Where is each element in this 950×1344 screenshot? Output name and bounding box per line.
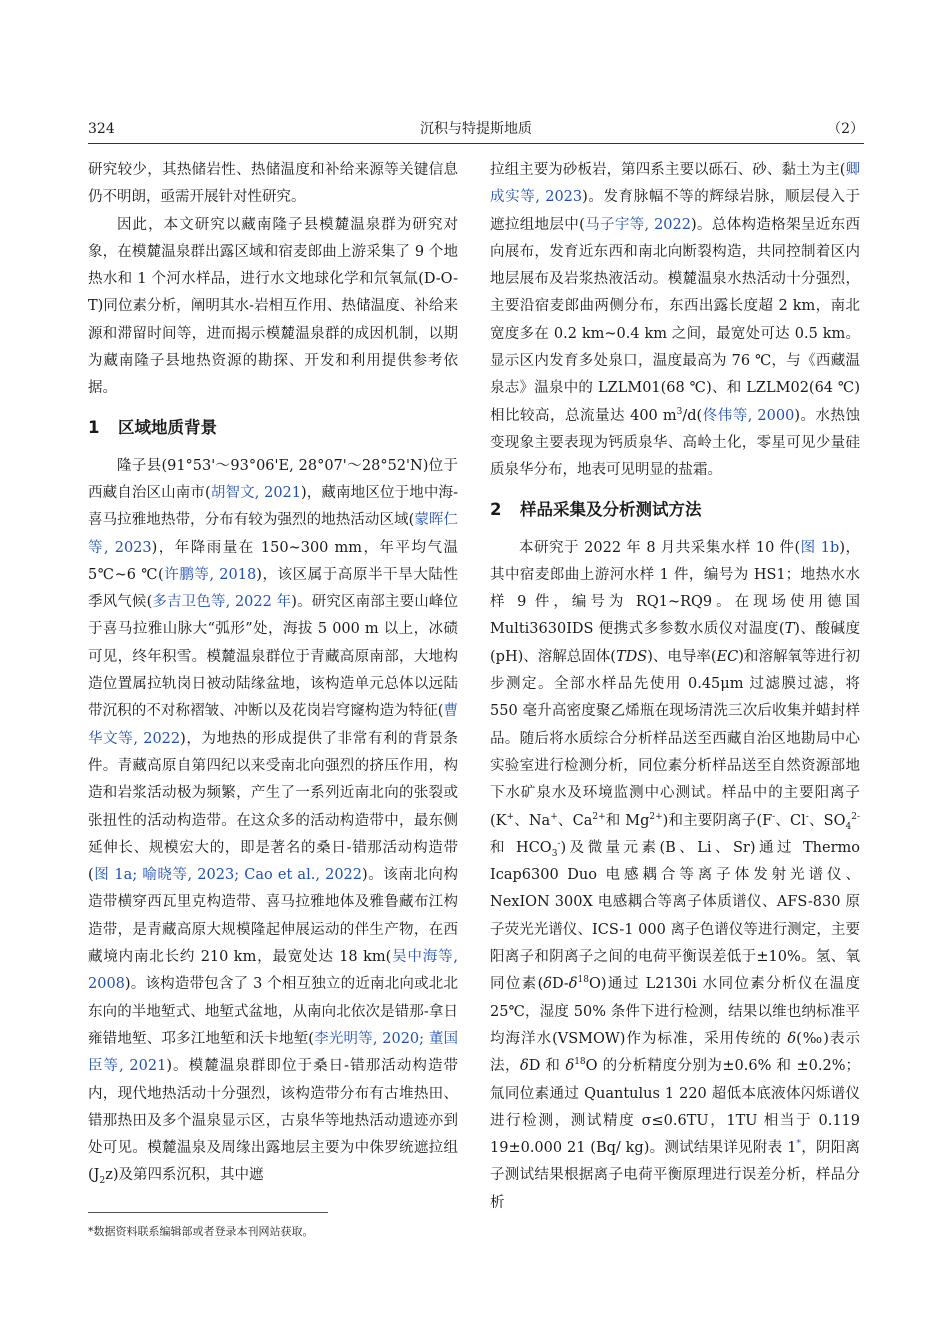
citation-link[interactable]: 李光明等, 2020: [313, 1030, 420, 1047]
section-number: 1: [88, 417, 100, 437]
paragraph: 因此，本文研究以藏南隆子县模麓温泉群为研究对象，在模麓温泉群出露区域和宿麦郎曲上游采集了 9 个地热水和 1 个河水样品，进行水文地球化学和氘氧氚(D-O-T)同位素分析，阐明其水-岩相互作用、热储温度、补给来源和滞留时间等，进而揭示模麓温泉群的成因机制，以期为藏南隆子县地热资源的勘探、开发和利用提供参考依据。: [88, 216, 458, 397]
figure-link[interactable]: 图 1a: [93, 867, 133, 884]
paragraph: 研究较少，其热储岩性、热储温度和补给来源等关键信息仍不明朗，亟需开展针对性研究。: [88, 162, 458, 206]
footnote-rule: [88, 1212, 328, 1213]
section-number: 2: [490, 499, 502, 519]
citation-link[interactable]: 胡智文, 2021: [210, 484, 301, 501]
citation-link[interactable]: 卿成实等, 2023: [490, 162, 861, 206]
header-rule: [88, 143, 864, 144]
issue-number: （2）: [827, 121, 864, 137]
section-title: 区域地质背景: [118, 417, 217, 437]
paragraph: 隆子县(91°53'～93°06'E, 28°07'～28°52'N)位于西藏自治区山南市(胡智文, 2021)，藏南地区位于地中海-喜马拉雅地热带，分布有较为强烈的地热活动区域(蒙晖仁等, 2023)，年降雨量在 150~300 mm，年平均气温 5℃~6 ℃(许鹏等, 2018)，该区属于高原半干旱大陆性季风气候(多吉卫色等, 2022 年)。研究区南部主要山峰位于喜马拉雅山脉大“弧形”处，海拔 5 000 m 以上，冰碛可见，终年积雪。模麓温泉群位于青藏高原南部，大地构造位置属拉轨岗日被动陆缘盆地，该构造单元总体以远陆带沉积的不对称褶皱、冲断以及花岗岩穹窿构造为特征(曹华文等, 2022)，为地热的形成提供了非常有利的背景条件。青藏高原自第四纪以来受南北向强烈的挤压作用，构造和岩浆活动极为频繁，产生了一系列近南北向的张裂或张扭性的活动构造带。在这众多的活动构造带中，最东侧延伸长、规模宏大的，即是著名的桑日-错那活动构造带(图 1a; 喻晓等, 2023; Cao et al., 2022)。该南北向构造带横穿西瓦里克构造带、喜马拉雅地体及雅鲁藏布江构造带，是青藏高原大规模隆起伸展运动的伴生产物，在西藏境内南北长约 210 km，最宽处达 18 km(吴中海等, 2008)。该构造带包含了 3 个相互独立的近南北向或北北东向的半地堑式、地堑式盆地，从南向北依次是错那-拿日雍错地堑、邛多江地堑和沃卡地堑(李光明等, 2020; 董国臣等, 2021)。模麓温泉群即位于桑日-错那活动构造带内，现代地热活动十分强烈，该构造带分布有古堆热田、错那热田及多个温泉显示区，古泉华等地热活动遗迹亦到处可见。模麓温泉及周缘出露地层主要为中侏罗统遮拉组$(J_2z)$及第四系沉积，其中遮: [88, 457, 459, 1187]
citation-link[interactable]: 吴中海等, 2008: [88, 949, 459, 993]
page-number: 324: [88, 121, 115, 137]
paragraph: 拉组主要为砂板岩，第四系主要以砾石、砂、黏土为主(卿成实等, 2023)。发育脉幅不等的辉绿岩脉，顺层侵入于遮拉组地层中(马子宇等, 2022)。总体构造格架呈近东西向展布，发育近东西和南北向断裂构造，共同控制着区内地层展布及岩浆热液活动。模麓温泉水热活动十分强烈，主要沿宿麦郎曲两侧分布，东西出露长度超 2 km，南北宽度多在 0.2 km~0.4 km 之间，最宽处可达 0.5 km。显示区内发育多处泉口，温度最高为 76 ℃，与《西藏温泉志》温泉中的 LZLM01(68 ℃)、和 LZLM02(64 ℃)相比较高，总流量达 400 $m^3/d$(佟伟等, 2000)。水热蚀变现象主要表现为钙质泉华、高岭土化，零星可见少量硅质泉华分布，地表可见明显的盐霜。: [490, 162, 861, 479]
citation-link[interactable]: 多吉卫色等, 2022 年: [152, 594, 292, 611]
section-heading-2: [490, 499, 860, 521]
paragraph: 本研究于 2022 年 8 月共采集水样 10 件(图 1b)，其中宿麦郎曲上游河水样 1 件，编号为 HS1；地热水水样 9 件，编号为 RQ1~RQ9。在现场使用德国 Multi3630IDS 便携式多参数水质仪对温度(T)、酸碱度(pH)、溶解总固体(TDS)、电导率(EC)和溶解氧等进行初步测定。全部水样品先使用 0.45μm 过滤膜过滤，将 550 毫升高密度聚乙烯瓶在现场清洗三次后收集并蜡封样品。随后将水质综合分析样品送至西藏自治区地勘局中心实验室进行检测分析，同位素分析样品送至自然资源部地下水矿泉水及环境监测中心测试。样品中的主要阳离子(K+、Na+、$Ca^{2+}$和 $Mg^{2+}$)和主要阴离子(F-、Cl-、$SO_4^{2-}$和 $HCO_3^-$)及微量元素(B、Li、Sr)通过 Thermo Icap6300 Duo 电感耦合等离子体发射光谱仪、NexION 300X 电感耦合等离子体质谱仪、AFS-830 原子荧光光谱仪、ICS-1 000 离子色谱仪等进行测定，主要阳离子和阴离子之间的电荷平衡误差低于±10%。氢、氧同位素$(\delta D-\delta^{18}O)$通过 L2130i 水同位素分析仪在温度 25℃，湿度 50% 条件下进行检测，结果以维也纳标准平均海洋水(VSMOW)作为标准，采用传统的 δ(‰)表示法，δD 和 $\delta^{18}O$ 的分析精度分别为±0.6% 和 ±0.2%；氚同位素通过 Quantulus 1 220 超低本底液体闪烁谱仪进行检测，测试精度 σ≤0.6TU，1TU 相当于 0.119 19±0.000 21 (Bq/ kg)。测试结果详见附表 1*，阴阳离子测试结果根据离子电荷平衡原理进行误差分析，样品分析: [490, 539, 860, 1211]
right-column: [490, 157, 860, 1217]
section-title: 样品采集及分析测试方法: [520, 499, 702, 519]
citation-link[interactable]: Cao et al., 2022: [244, 867, 362, 884]
citation-link[interactable]: 佟伟等, 2000: [702, 407, 795, 424]
citation-link[interactable]: 曹华文等, 2022: [88, 703, 459, 747]
journal-title: 沉积与特提斯地质: [420, 121, 532, 137]
section-heading-1: [88, 417, 458, 439]
citation-link[interactable]: 许鹏等, 2018: [163, 566, 257, 583]
citation-link[interactable]: 董国臣等, 2021: [88, 1030, 459, 1075]
figure-link[interactable]: 图 1b: [800, 539, 840, 556]
left-column: [88, 157, 458, 1190]
footnote: *数据资料联系编辑部或者登录本刊网站获取。: [88, 1225, 314, 1238]
citation-link[interactable]: 马子宇等, 2022: [584, 216, 691, 233]
citation-link[interactable]: 喻晓等, 2023: [142, 867, 235, 884]
citation-link[interactable]: 蒙晖仁等, 2023: [88, 512, 459, 556]
supplement-link[interactable]: *: [796, 1139, 801, 1150]
running-header: [88, 118, 864, 140]
